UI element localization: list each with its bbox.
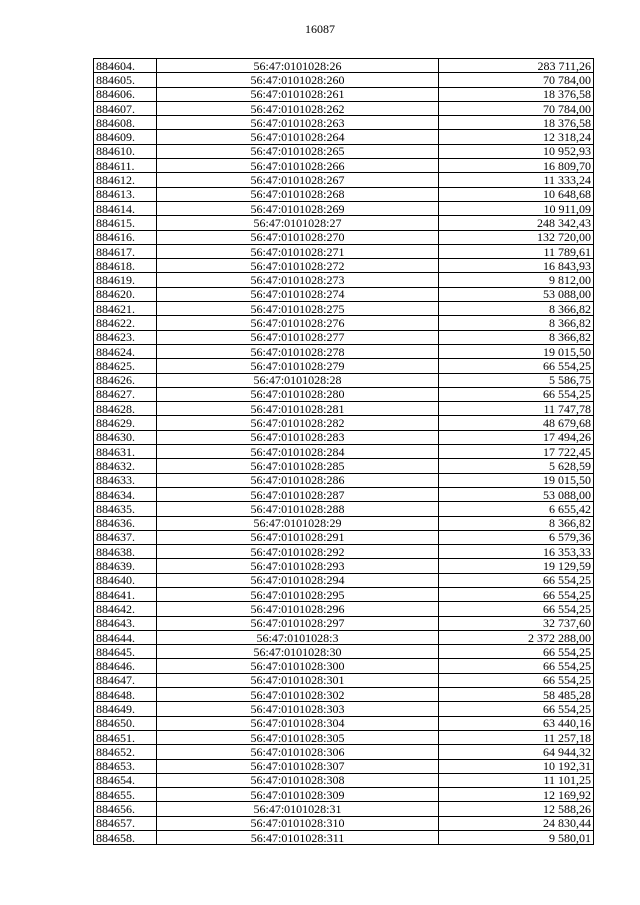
row-number: 884622.	[94, 316, 157, 330]
cadastral-value: 58 485,28	[439, 688, 594, 702]
row-number: 884624.	[94, 344, 157, 358]
cadastral-value: 19 129,59	[439, 559, 594, 573]
table-row	[94, 287, 594, 301]
cadastral-number: 56:47:0101028:296	[157, 602, 439, 616]
table-row	[94, 101, 594, 115]
cadastral-number: 56:47:0101028:277	[157, 330, 439, 344]
cadastral-value: 12 588,26	[439, 802, 594, 816]
table-row	[94, 802, 594, 816]
row-number: 884641.	[94, 587, 157, 601]
table-row	[94, 359, 594, 373]
table-row	[94, 559, 594, 573]
cadastral-number: 56:47:0101028:310	[157, 816, 439, 830]
cadastral-value: 16 843,93	[439, 259, 594, 273]
cadastral-number: 56:47:0101028:308	[157, 773, 439, 787]
cadastral-value: 8 366,82	[439, 516, 594, 530]
cadastral-value: 66 554,25	[439, 587, 594, 601]
cadastral-number: 56:47:0101028:305	[157, 730, 439, 744]
table-row	[94, 259, 594, 273]
row-number: 884605.	[94, 73, 157, 87]
row-number: 884649.	[94, 702, 157, 716]
cadastral-value: 32 737,60	[439, 616, 594, 630]
cadastral-value: 6 655,42	[439, 502, 594, 516]
table-row	[94, 244, 594, 258]
cadastral-value: 63 440,16	[439, 716, 594, 730]
table-row	[94, 430, 594, 444]
row-number: 884652.	[94, 745, 157, 759]
row-number: 884645.	[94, 645, 157, 659]
row-number: 884619.	[94, 273, 157, 287]
row-number: 884623.	[94, 330, 157, 344]
table-row	[94, 159, 594, 173]
cadastral-number: 56:47:0101028:274	[157, 287, 439, 301]
cadastral-number: 56:47:0101028:264	[157, 130, 439, 144]
table-row	[94, 716, 594, 730]
row-number: 884612.	[94, 173, 157, 187]
cadastral-value: 5 586,75	[439, 373, 594, 387]
cadastral-number: 56:47:0101028:291	[157, 530, 439, 544]
table-row	[94, 730, 594, 744]
cadastral-number: 56:47:0101028:272	[157, 259, 439, 273]
cadastral-value: 70 784,00	[439, 73, 594, 87]
cadastral-value: 10 911,09	[439, 201, 594, 215]
row-number: 884636.	[94, 516, 157, 530]
cadastral-number: 56:47:0101028:268	[157, 187, 439, 201]
cadastral-value: 16 353,33	[439, 545, 594, 559]
cadastral-number: 56:47:0101028:303	[157, 702, 439, 716]
cadastral-number: 56:47:0101028:27	[157, 216, 439, 230]
cadastral-number: 56:47:0101028:297	[157, 616, 439, 630]
table-row	[94, 545, 594, 559]
cadastral-value: 2 372 288,00	[439, 630, 594, 644]
cadastral-number: 56:47:0101028:260	[157, 73, 439, 87]
table-row	[94, 201, 594, 215]
row-number: 884650.	[94, 716, 157, 730]
row-number: 884654.	[94, 773, 157, 787]
cadastral-number: 56:47:0101028:271	[157, 244, 439, 258]
row-number: 884627.	[94, 387, 157, 401]
cadastral-value: 11 101,25	[439, 773, 594, 787]
cadastral-value: 283 711,26	[439, 59, 594, 73]
cadastral-value: 16 809,70	[439, 159, 594, 173]
row-number: 884611.	[94, 159, 157, 173]
row-number: 884616.	[94, 230, 157, 244]
cadastral-number: 56:47:0101028:30	[157, 645, 439, 659]
cadastral-value: 10 648,68	[439, 187, 594, 201]
cadastral-number: 56:47:0101028:292	[157, 545, 439, 559]
cadastral-value: 17 494,26	[439, 430, 594, 444]
cadastral-value: 11 257,18	[439, 730, 594, 744]
row-number: 884613.	[94, 187, 157, 201]
table-row	[94, 702, 594, 716]
cadastral-number: 56:47:0101028:266	[157, 159, 439, 173]
row-number: 884637.	[94, 530, 157, 544]
cadastral-number: 56:47:0101028:301	[157, 673, 439, 687]
row-number: 884656.	[94, 802, 157, 816]
table-row	[94, 602, 594, 616]
cadastral-value: 9 812,00	[439, 273, 594, 287]
cadastral-number: 56:47:0101028:265	[157, 144, 439, 158]
cadastral-number: 56:47:0101028:283	[157, 430, 439, 444]
table-row	[94, 616, 594, 630]
row-number: 884655.	[94, 788, 157, 802]
cadastral-number: 56:47:0101028:267	[157, 173, 439, 187]
cadastral-value: 8 366,82	[439, 330, 594, 344]
row-number: 884610.	[94, 144, 157, 158]
row-number: 884634.	[94, 487, 157, 501]
cadastral-value: 11 747,78	[439, 402, 594, 416]
row-number: 884608.	[94, 116, 157, 130]
cadastral-value: 70 784,00	[439, 101, 594, 115]
cadastral-value: 17 722,45	[439, 445, 594, 459]
cadastral-number: 56:47:0101028:3	[157, 630, 439, 644]
row-number: 884633.	[94, 473, 157, 487]
cadastral-number: 56:47:0101028:309	[157, 788, 439, 802]
row-number: 884625.	[94, 359, 157, 373]
cadastral-value: 248 342,43	[439, 216, 594, 230]
cadastral-number: 56:47:0101028:278	[157, 344, 439, 358]
row-number: 884606.	[94, 87, 157, 101]
cadastral-number: 56:47:0101028:307	[157, 759, 439, 773]
row-number: 884609.	[94, 130, 157, 144]
table-row	[94, 516, 594, 530]
row-number: 884617.	[94, 244, 157, 258]
table-row	[94, 402, 594, 416]
cadastral-number: 56:47:0101028:269	[157, 201, 439, 215]
cadastral-number: 56:47:0101028:275	[157, 302, 439, 316]
row-number: 884628.	[94, 402, 157, 416]
cadastral-number: 56:47:0101028:294	[157, 573, 439, 587]
row-number: 884639.	[94, 559, 157, 573]
cadastral-value: 19 015,50	[439, 473, 594, 487]
table-row	[94, 816, 594, 830]
cadastral-number: 56:47:0101028:311	[157, 831, 439, 845]
cadastral-value: 48 679,68	[439, 416, 594, 430]
cadastral-number: 56:47:0101028:29	[157, 516, 439, 530]
table-row	[94, 230, 594, 244]
cadastral-number: 56:47:0101028:31	[157, 802, 439, 816]
cadastral-value: 18 376,58	[439, 116, 594, 130]
cadastral-value: 10 952,93	[439, 144, 594, 158]
table-row	[94, 645, 594, 659]
table-row	[94, 216, 594, 230]
cadastral-value: 66 554,25	[439, 702, 594, 716]
cadastral-number: 56:47:0101028:261	[157, 87, 439, 101]
cadastral-value: 53 088,00	[439, 487, 594, 501]
cadastral-value: 8 366,82	[439, 316, 594, 330]
table-row	[94, 316, 594, 330]
row-number: 884604.	[94, 59, 157, 73]
cadastral-value: 11 333,24	[439, 173, 594, 187]
table-row	[94, 273, 594, 287]
table-row	[94, 116, 594, 130]
table-row	[94, 587, 594, 601]
cadastral-value: 66 554,25	[439, 659, 594, 673]
cadastral-number: 56:47:0101028:262	[157, 101, 439, 115]
row-number: 884646.	[94, 659, 157, 673]
cadastral-value: 66 554,25	[439, 645, 594, 659]
cadastral-value: 12 318,24	[439, 130, 594, 144]
cadastral-value: 53 088,00	[439, 287, 594, 301]
cadastral-value: 64 944,32	[439, 745, 594, 759]
cadastral-number: 56:47:0101028:276	[157, 316, 439, 330]
row-number: 884626.	[94, 373, 157, 387]
table-row	[94, 187, 594, 201]
cadastral-value: 9 580,01	[439, 831, 594, 845]
cadastral-value: 18 376,58	[439, 87, 594, 101]
row-number: 884629.	[94, 416, 157, 430]
cadastral-value: 132 720,00	[439, 230, 594, 244]
page-number: 16087	[305, 22, 335, 36]
row-number: 884642.	[94, 602, 157, 616]
table-row	[94, 773, 594, 787]
row-number: 884630.	[94, 430, 157, 444]
cadastral-value-table	[93, 58, 594, 845]
cadastral-value: 5 628,59	[439, 459, 594, 473]
cadastral-value: 66 554,25	[439, 673, 594, 687]
table-row	[94, 330, 594, 344]
table-row	[94, 459, 594, 473]
table-row	[94, 59, 594, 73]
table-row	[94, 144, 594, 158]
table-row	[94, 87, 594, 101]
table-row	[94, 573, 594, 587]
cadastral-value: 10 192,31	[439, 759, 594, 773]
cadastral-number: 56:47:0101028:288	[157, 502, 439, 516]
cadastral-number: 56:47:0101028:270	[157, 230, 439, 244]
table-row	[94, 344, 594, 358]
table-row	[94, 688, 594, 702]
cadastral-number: 56:47:0101028:300	[157, 659, 439, 673]
table-row	[94, 130, 594, 144]
table-body	[94, 59, 594, 845]
table-row	[94, 387, 594, 401]
table-row	[94, 630, 594, 644]
row-number: 884643.	[94, 616, 157, 630]
row-number: 884632.	[94, 459, 157, 473]
row-number: 884621.	[94, 302, 157, 316]
table-row	[94, 530, 594, 544]
cadastral-number: 56:47:0101028:306	[157, 745, 439, 759]
cadastral-number: 56:47:0101028:304	[157, 716, 439, 730]
cadastral-value: 66 554,25	[439, 359, 594, 373]
cadastral-value: 66 554,25	[439, 387, 594, 401]
table-row	[94, 473, 594, 487]
table-row	[94, 673, 594, 687]
row-number: 884615.	[94, 216, 157, 230]
cadastral-number: 56:47:0101028:273	[157, 273, 439, 287]
cadastral-number: 56:47:0101028:26	[157, 59, 439, 73]
table-row	[94, 173, 594, 187]
cadastral-number: 56:47:0101028:281	[157, 402, 439, 416]
cadastral-number: 56:47:0101028:295	[157, 587, 439, 601]
row-number: 884607.	[94, 101, 157, 115]
row-number: 884648.	[94, 688, 157, 702]
row-number: 884644.	[94, 630, 157, 644]
cadastral-number: 56:47:0101028:287	[157, 487, 439, 501]
cadastral-number: 56:47:0101028:263	[157, 116, 439, 130]
table-row	[94, 745, 594, 759]
table-row	[94, 831, 594, 845]
cadastral-value: 66 554,25	[439, 602, 594, 616]
row-number: 884653.	[94, 759, 157, 773]
row-number: 884620.	[94, 287, 157, 301]
cadastral-value: 8 366,82	[439, 302, 594, 316]
table-row	[94, 659, 594, 673]
row-number: 884638.	[94, 545, 157, 559]
row-number: 884631.	[94, 445, 157, 459]
cadastral-number: 56:47:0101028:28	[157, 373, 439, 387]
cadastral-number: 56:47:0101028:293	[157, 559, 439, 573]
table-row	[94, 759, 594, 773]
table-row	[94, 788, 594, 802]
cadastral-value: 6 579,36	[439, 530, 594, 544]
cadastral-value: 11 789,61	[439, 244, 594, 258]
table-row	[94, 502, 594, 516]
cadastral-number: 56:47:0101028:279	[157, 359, 439, 373]
cadastral-value: 12 169,92	[439, 788, 594, 802]
table-row	[94, 487, 594, 501]
row-number: 884647.	[94, 673, 157, 687]
cadastral-number: 56:47:0101028:302	[157, 688, 439, 702]
table-row	[94, 373, 594, 387]
row-number: 884657.	[94, 816, 157, 830]
row-number: 884658.	[94, 831, 157, 845]
cadastral-value: 24 830,44	[439, 816, 594, 830]
row-number: 884640.	[94, 573, 157, 587]
cadastral-number: 56:47:0101028:285	[157, 459, 439, 473]
cadastral-value: 66 554,25	[439, 573, 594, 587]
table-row	[94, 416, 594, 430]
table-row	[94, 445, 594, 459]
cadastral-value: 19 015,50	[439, 344, 594, 358]
row-number: 884651.	[94, 730, 157, 744]
row-number: 884635.	[94, 502, 157, 516]
cadastral-number: 56:47:0101028:286	[157, 473, 439, 487]
row-number: 884618.	[94, 259, 157, 273]
row-number: 884614.	[94, 201, 157, 215]
cadastral-number: 56:47:0101028:280	[157, 387, 439, 401]
cadastral-number: 56:47:0101028:284	[157, 445, 439, 459]
table-row	[94, 302, 594, 316]
cadastral-number: 56:47:0101028:282	[157, 416, 439, 430]
table-row	[94, 73, 594, 87]
